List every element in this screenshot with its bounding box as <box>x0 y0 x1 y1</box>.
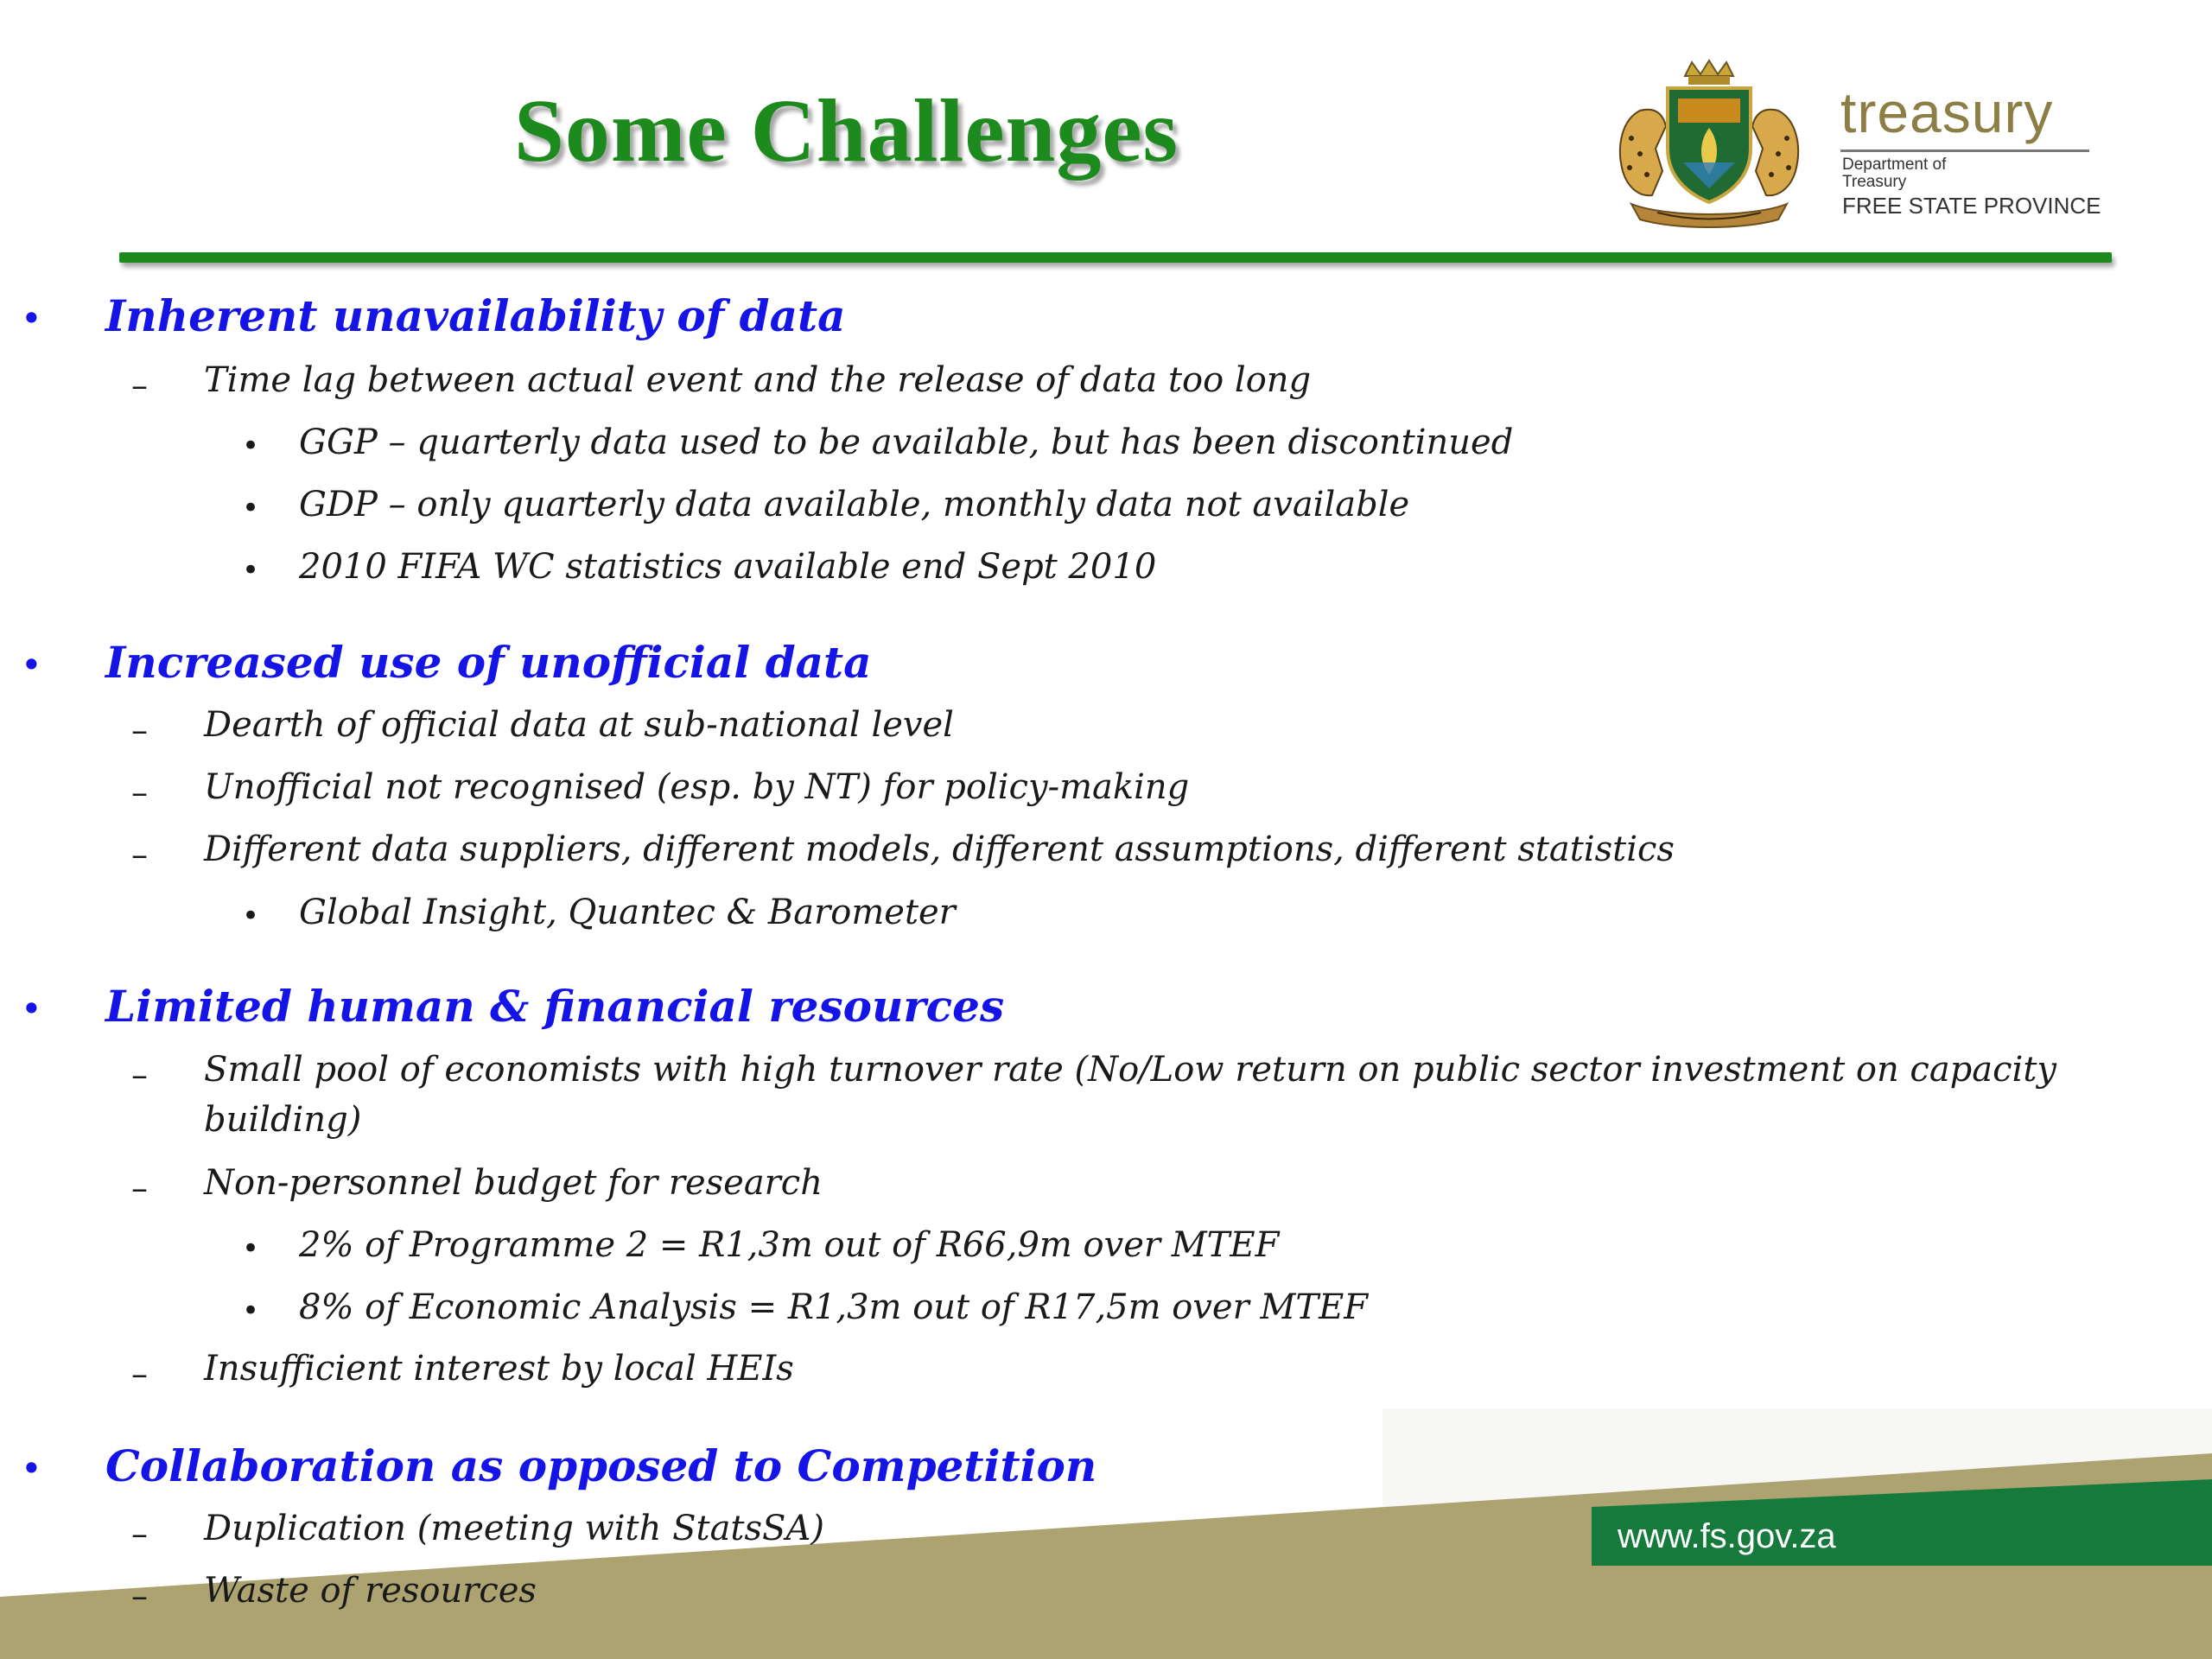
bullet-marker: • <box>242 553 260 588</box>
dash-marker: – <box>131 1355 148 1393</box>
bullet-marker: • <box>21 988 42 1030</box>
sub-bullet: Time lag between actual event and the release of data too long <box>204 360 1312 400</box>
dash-marker: – <box>131 1577 148 1615</box>
logo-department: Department of Treasury <box>1842 156 1947 191</box>
dash-marker: – <box>131 836 148 874</box>
sub-bullet: Different data suppliers, different models, different assumptions, different statistics <box>204 830 1675 869</box>
dash-marker: – <box>131 366 148 404</box>
sub-bullet: Duplication (meeting with StatsSA) <box>204 1509 824 1548</box>
logo-wordmark: treasury <box>1840 80 2054 144</box>
sub-bullet: Small pool of economists with high turnover rate (No/Low return on public sector investment on capacity <box>204 1050 2057 1090</box>
bullet-marker: • <box>242 899 260 933</box>
bullet-marker: • <box>21 297 42 340</box>
bullet-marker: • <box>242 1294 260 1328</box>
sub-sub-bullet: 2010 FIFA WC statistics available end Sept 2010 <box>299 547 1157 587</box>
sub-sub-bullet: 2% of Programme 2 = R1,3m out of R66,9m over MTEF <box>299 1225 1280 1265</box>
coat-of-arms-icon <box>1605 59 1813 232</box>
title-underline <box>119 252 2112 263</box>
bullet-marker: • <box>21 644 42 686</box>
dash-marker: – <box>131 1169 148 1207</box>
logo-divider <box>1840 149 2089 152</box>
sub-bullet: Waste of resources <box>204 1571 537 1611</box>
dash-marker: – <box>131 1515 148 1553</box>
bullet-marker: • <box>21 1447 42 1490</box>
heading-bullet: Inherent unavailability of data <box>105 290 846 341</box>
bullet-marker: • <box>242 429 260 463</box>
sub-sub-bullet: 8% of Economic Analysis = R1,3m out of R17,5m over MTEF <box>299 1287 1369 1327</box>
dash-marker: – <box>131 773 148 811</box>
sub-sub-bullet: GDP – only quarterly data available, monthly data not available <box>299 485 1410 524</box>
logo-province: FREE STATE PROVINCE <box>1842 193 2101 219</box>
slide-title: Some Challenges <box>514 81 1179 181</box>
sub-bullet: Insufficient interest by local HEIs <box>204 1349 794 1389</box>
sub-bullet: Dearth of official data at sub-national level <box>204 705 954 745</box>
sub-sub-bullet: Global Insight, Quantec & Barometer <box>299 893 956 932</box>
dash-marker: – <box>131 1056 148 1094</box>
bullet-marker: • <box>242 491 260 525</box>
sub-bullet: Unofficial not recognised (esp. by NT) for policy-making <box>204 767 1190 807</box>
sub-sub-bullet: GGP – quarterly data used to be available, but has been discontinued <box>299 423 1514 462</box>
heading-bullet: Increased use of unofficial data <box>105 637 872 688</box>
heading-bullet: Limited human & financial resources <box>105 981 1005 1032</box>
dash-marker: – <box>131 711 148 749</box>
footer-url: www.fs.gov.za <box>1618 1517 1836 1555</box>
sub-bullet: Non-personnel budget for research <box>204 1163 823 1203</box>
heading-bullet: Collaboration as opposed to Competition <box>105 1440 1097 1491</box>
sub-bullet-continuation: building) <box>204 1100 362 1140</box>
bullet-marker: • <box>242 1231 260 1266</box>
